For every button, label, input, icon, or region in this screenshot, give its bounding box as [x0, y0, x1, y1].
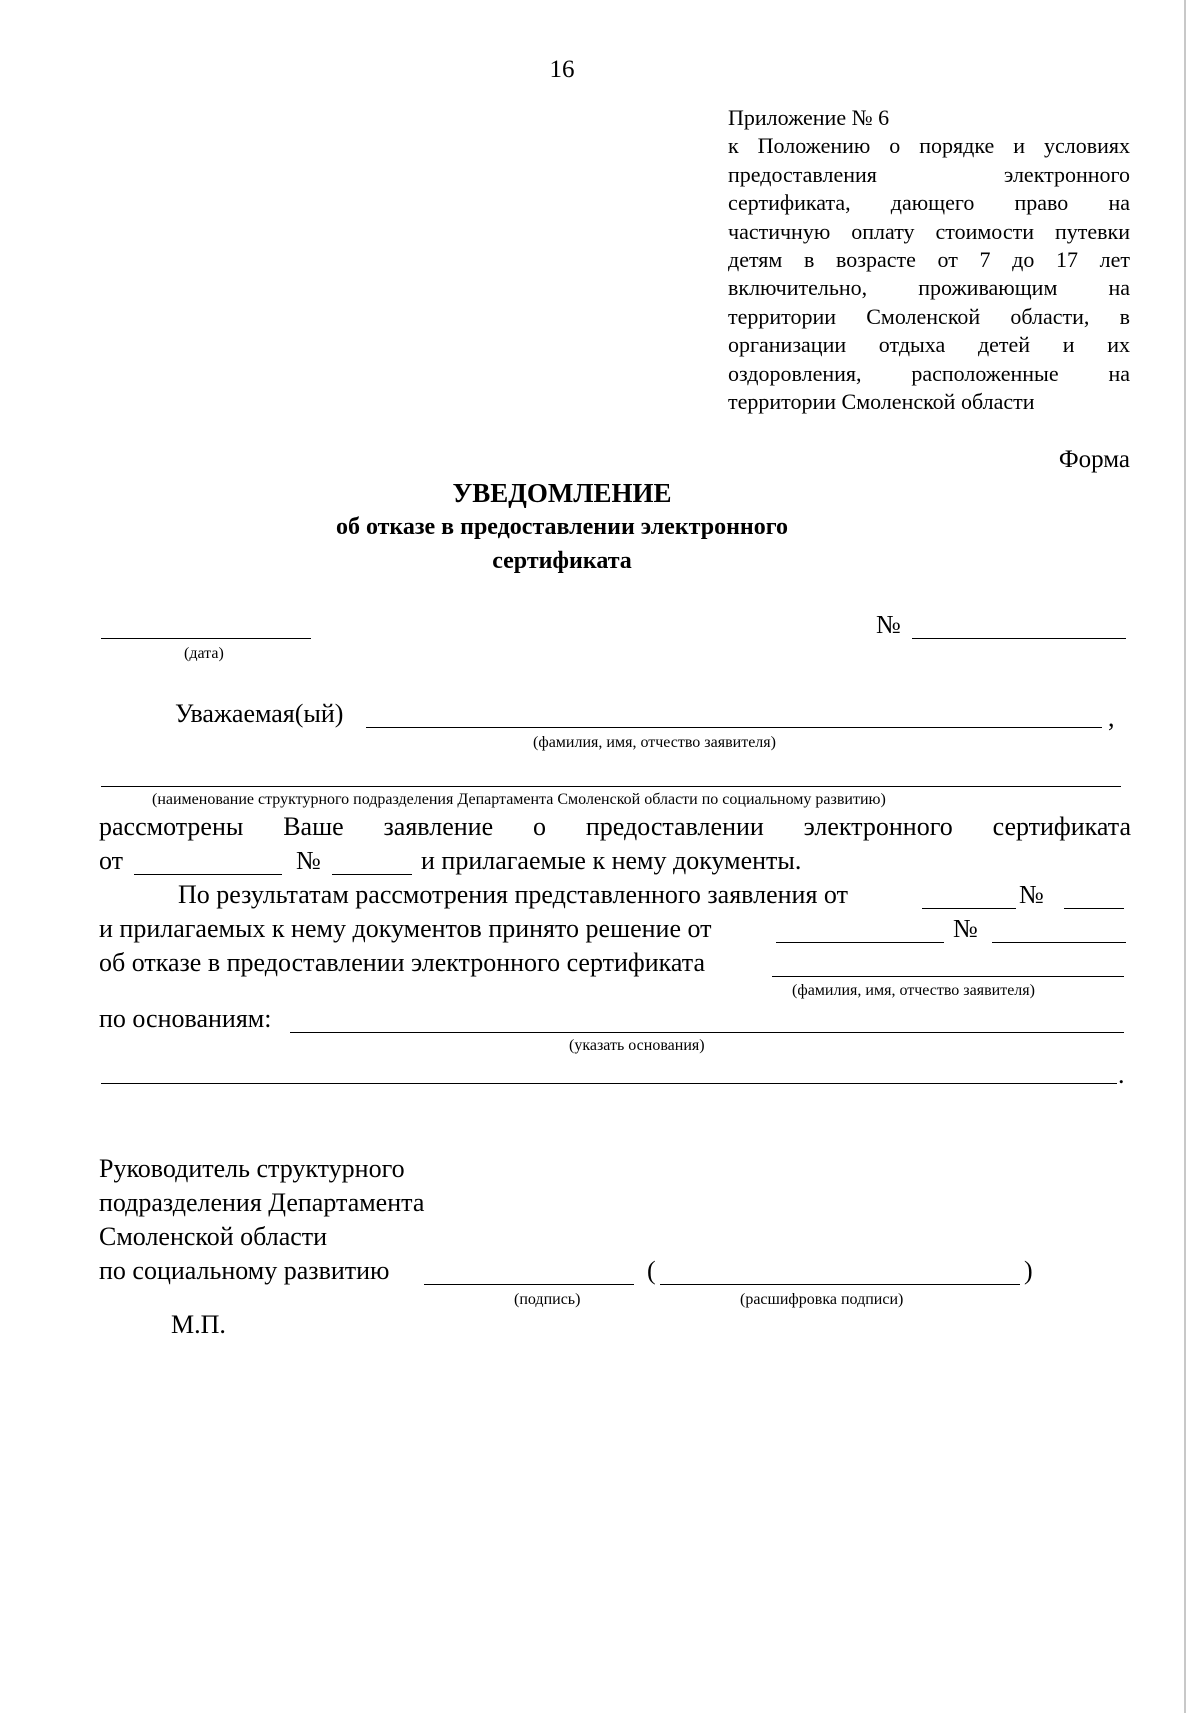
stamp-label: М.П. — [171, 1310, 226, 1339]
body-line-4: и прилагаемых к нему документов принято решение от — [99, 914, 712, 943]
signature-decode-field[interactable] — [660, 1284, 1020, 1285]
grounds-label: по основаниям: — [99, 1004, 272, 1033]
signature-line-2: подразделения Департамента — [99, 1188, 425, 1217]
review-date-field[interactable] — [922, 908, 1016, 909]
date-caption: (дата) — [184, 645, 224, 662]
department-field[interactable] — [101, 786, 1121, 787]
review-number-field[interactable] — [1064, 908, 1124, 909]
applicant-name-field[interactable] — [366, 727, 1102, 728]
grounds-field-2[interactable] — [101, 1083, 1117, 1084]
date-field[interactable] — [101, 638, 311, 639]
department-caption: (наименование структурного подразделения Департамента Смоленской области по социальному развитию) — [152, 791, 886, 808]
greeting-text: Уважаемая(ый) — [175, 699, 344, 728]
appendix-line: сертификата, дающего право на — [728, 190, 1130, 216]
appendix-line: Приложение № 6 — [728, 105, 890, 130]
open-paren: ( — [647, 1256, 656, 1285]
decision-number-field[interactable] — [992, 942, 1126, 943]
scan-edge — [1184, 0, 1186, 1713]
body-line-3: По результатам рассмотрения представленного заявления от — [178, 880, 848, 909]
body-number-label: № — [296, 846, 321, 875]
signature-line-3: Смоленской области — [99, 1222, 328, 1251]
number-label: № — [876, 610, 901, 639]
body-line-3-number-label: № — [1019, 880, 1044, 909]
appendix-line: территории Смоленской области — [728, 388, 1035, 414]
page-number: 16 — [549, 56, 575, 83]
grounds-caption: (указать основания) — [569, 1037, 705, 1054]
appendix-line: предоставления электронного — [728, 161, 1130, 187]
refusal-applicant-field[interactable] — [772, 976, 1124, 977]
body-line-4-number-label: № — [953, 914, 978, 943]
close-paren: ) — [1024, 1256, 1033, 1285]
appendix-line: организации отдыха детей и их — [728, 332, 1130, 358]
applicant-name-caption: (фамилия, имя, отчество заявителя) — [533, 734, 776, 751]
document-title: УВЕДОМЛЕНИЕ — [452, 478, 672, 508]
greeting-comma: , — [1108, 703, 1115, 732]
appendix-line: оздоровления, расположенные на — [728, 360, 1130, 386]
appendix-line: детям в возрасте от 7 до 17 лет — [728, 246, 1130, 272]
decision-date-field[interactable] — [776, 942, 944, 943]
signature-line-1: Руководитель структурного — [99, 1154, 405, 1183]
document-subtitle: об отказе в предоставлении электронного — [335, 514, 789, 540]
appendix-line: к Положению о порядке и условиях — [728, 133, 1130, 159]
grounds-end-dot: . — [1118, 1060, 1125, 1089]
appendix-block — [728, 104, 1130, 416]
signature-caption: (подпись) — [514, 1291, 581, 1308]
body-from-label: от — [99, 846, 124, 875]
signature-decode-caption: (расшифровка подписи) — [740, 1291, 904, 1308]
number-field[interactable] — [912, 638, 1126, 639]
appendix-line: территории Смоленской области, в — [728, 303, 1130, 329]
document-subtitle-2: сертификата — [492, 548, 632, 574]
signature-field[interactable] — [424, 1284, 634, 1285]
grounds-field[interactable] — [290, 1032, 1124, 1033]
application-number-field[interactable] — [332, 874, 412, 875]
form-label: Форма — [1058, 446, 1130, 473]
signature-line-4: по социальному развитию — [99, 1256, 390, 1285]
appendix-line: частичную оплату стоимости путевки — [728, 218, 1130, 244]
body-line-5: об отказе в предоставлении электронного сертификата — [99, 948, 705, 977]
refusal-applicant-caption: (фамилия, имя, отчество заявителя) — [792, 982, 1035, 999]
application-date-field[interactable] — [134, 874, 282, 875]
body-line-1: рассмотрены Ваше заявление о предоставлении электронного сертификата — [99, 812, 1131, 841]
body-line-2-rest: и прилагаемые к нему документы. — [421, 846, 802, 875]
appendix-line: включительно, проживающим на — [728, 275, 1130, 301]
